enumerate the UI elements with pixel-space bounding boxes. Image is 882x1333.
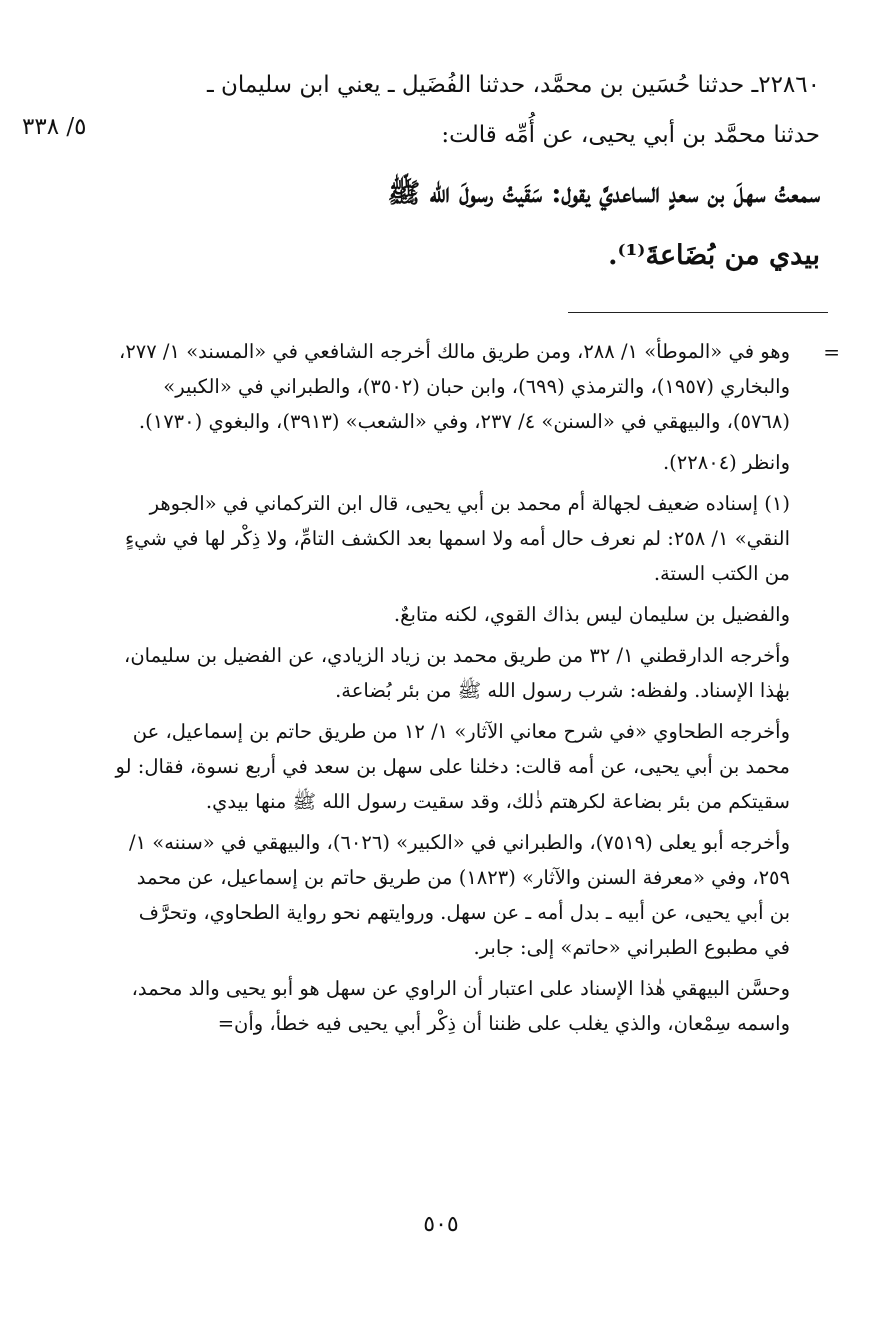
hadith-matn bbox=[108, 163, 820, 287]
footnote-paragraph: والفضيل بن سليمان ليس بذاك القوي، لكنه متابعٌ. bbox=[393, 603, 790, 626]
footnote-paragraph: وأخرجه أبو يعلى (٧٥١٩)، والطبراني في «الكبير» (٦٠٢٦)، والبيهقي في «سننه» ١/ ٢٥٩، وفي «معرفة السنن والآثار» (١٨٢٣) من طريق حاتم بن إسماعيل، عن محمد بن أبي يحيى، عن أبيه ـ بدل أمه ـ عن سهل. وروايتهم نحو رواية الطحاوي، وتحرَّف في مطبوع الطبراني «حاتم» إلى: جابر. bbox=[129, 831, 790, 959]
volume-page-reference: ٥/ ٣٣٨ bbox=[22, 114, 87, 140]
page-number: ٥٠٥ bbox=[423, 1212, 459, 1237]
footnote-paragraph: وانظر (٢٢٨٠٤). bbox=[662, 451, 790, 474]
hadith-isnad bbox=[108, 60, 820, 160]
continuation-mark: = bbox=[823, 340, 840, 364]
footnotes bbox=[112, 334, 824, 1041]
footnote-paragraph: وحسَّن البيهقي هٰذا الإسناد على اعتبار أن الراوي عن سهل هو أبو يحيى والد محمد، واسمه سِمْعان، والذي يغلب على ظننا أن ذِكْر أبي يحيى فيه خطأ، وأن= bbox=[131, 977, 790, 1035]
matn-line: بيدي من بُضَاعةَ⁽¹⁾. bbox=[608, 240, 820, 271]
footnote-paragraph: وأخرجه الطحاوي «في شرح معاني الآثار» ١/ ١٢ من طريق حاتم بن إسماعيل، عن محمد بن أبي يحيى، عن أمه قالت: دخلنا على سهل بن سعد في أربع نسوة، فقال: لو سقيتكم من بئر بضاعة لكرهتم ذٰلك، وقد سقيت رسول الله ﷺ منها بيدي. bbox=[115, 720, 790, 813]
matn-line: سمعتُ سهلَ بن سعدٍ الساعديَّ يقول: سَقَيتُ رسولَ الله ﷺ bbox=[387, 178, 820, 209]
isnad-line: حدثنا محمَّد بن أبي يحيى، عن أُمِّه قالت: bbox=[441, 122, 820, 148]
isnad-line: ٢٢٨٦٠ـ حدثنا حُسَين بن محمَّد، حدثنا الفُضَيل ـ يعني ابن سليمان ـ bbox=[206, 72, 820, 98]
footnote-paragraph: (١) إسناده ضعيف لجهالة أم محمد بن أبي يحيى، قال ابن التركماني في «الجوهر النقي» ١/ ٢٥٨: لم نعرف حال أمه ولا اسمها بعد الكشف التامِّ، ولا ذِكْر لها في شيءٍ من الكتب الستة. bbox=[124, 492, 790, 585]
footnote-paragraph: وهو في «الموطأ» ١/ ٢٨٨، ومن طريق مالك أخرجه الشافعي في «المسند» ١/ ٢٧٧، والبخاري (١٩٥٧)، والترمذي (٦٩٩)، وابن حبان (٣٥٠٢)، والطبراني في «الكبير» (٥٧٦٨)، والبيهقي في «السنن» ٤/ ٢٣٧، وفي «الشعب» (٣٩١٣)، والبغوي (١٧٣٠). bbox=[119, 340, 790, 433]
footnote-paragraph: وأخرجه الدارقطني ١/ ٣٢ من طريق محمد بن زياد الزيادي، عن الفضيل بن سليمان، بهٰذا الإسناد. ولفظه: شرب رسول الله ﷺ من بئر بُضاعة. bbox=[124, 644, 790, 702]
footnote-separator bbox=[568, 312, 828, 313]
